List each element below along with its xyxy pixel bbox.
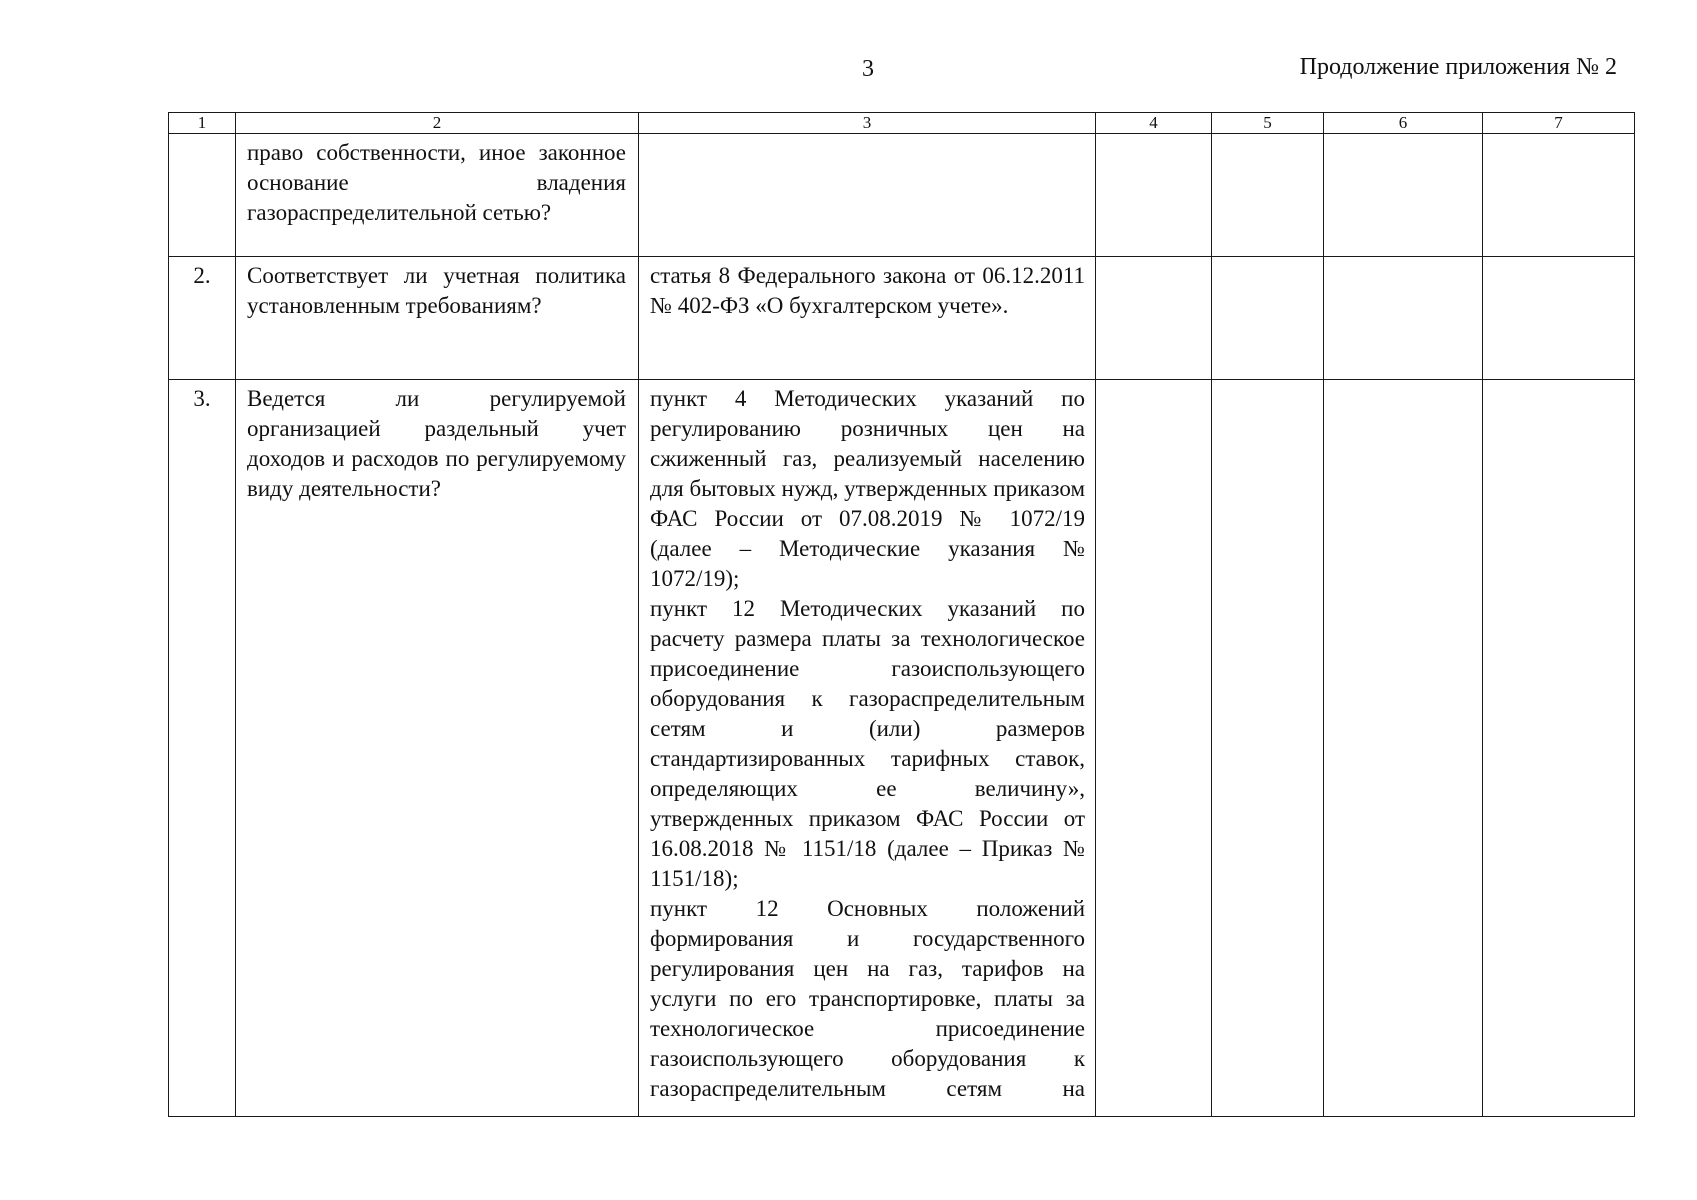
row-number: 3. bbox=[169, 380, 236, 1117]
empty-cell bbox=[1324, 257, 1483, 380]
column-number-header-row bbox=[169, 113, 1635, 134]
empty-cell bbox=[1212, 380, 1324, 1117]
column-header-5: 5 bbox=[1212, 113, 1324, 134]
empty-cell bbox=[1096, 380, 1212, 1117]
empty-cell bbox=[1483, 257, 1635, 380]
legal-reference: пункт 4 Методических указаний по регулированию розничных цен на сжиженный газ, реализуемый населению для бытовых нужд, утвержденных приказом ФАС России от 07.08.2019 № 1072/19 (далее – Методические указания № 1072/19); bbox=[650, 386, 1085, 591]
column-header-2: 2 bbox=[236, 113, 639, 134]
column-header-1: 1 bbox=[169, 113, 236, 134]
empty-cell bbox=[1324, 134, 1483, 257]
column-header-4: 4 bbox=[1096, 113, 1212, 134]
empty-cell bbox=[1212, 134, 1324, 257]
legal-reference: пункт 12 Основных положений формирования и государственного регулирования цен на газ, тарифов на услуги по его транспортировке, платы за технологическое присоединение газоиспользующего оборудования к газораспределительным сетям на bbox=[650, 896, 1085, 1101]
row-number bbox=[169, 134, 236, 257]
row-number: 2. bbox=[169, 257, 236, 380]
reference-cell bbox=[639, 380, 1096, 1117]
question-cell: Соответствует ли учетная политика установленным требованиям? bbox=[236, 257, 639, 380]
appendix-continuation-note: Продолжение приложения № 2 bbox=[1299, 54, 1617, 80]
requirements-table bbox=[168, 112, 1635, 1117]
page-number: 3 bbox=[862, 56, 874, 82]
question-cell: Ведется ли регулируемой организацией раздельный учет доходов и расходов по регулируемому виду деятельности? bbox=[236, 380, 639, 1117]
empty-cell bbox=[1483, 134, 1635, 257]
empty-cell bbox=[1324, 380, 1483, 1117]
empty-cell bbox=[1096, 134, 1212, 257]
empty-cell bbox=[1096, 257, 1212, 380]
empty-cell bbox=[1212, 257, 1324, 380]
table-row bbox=[169, 380, 1635, 1117]
column-header-3: 3 bbox=[639, 113, 1096, 134]
table-row bbox=[169, 134, 1635, 257]
legal-reference: пункт 12 Методических указаний по расчету размера платы за технологическое присоединение газоиспользующего оборудования к газораспределительным сетям и (или) размеров стандартизированных тарифных ставок, определяющих ее величину», утвержденных приказом ФАС России от 16.08.2018 № 1151/18 (далее – Приказ № 1151/18); bbox=[650, 596, 1085, 891]
reference-cell bbox=[639, 257, 1096, 380]
column-header-6: 6 bbox=[1324, 113, 1483, 134]
empty-cell bbox=[1483, 380, 1635, 1117]
question-cell: право собственности, иное законное основание владения газораспределительной сетью? bbox=[236, 134, 639, 257]
legal-reference: статья 8 Федерального закона от 06.12.2011 № 402-ФЗ «О бухгалтерском учете». bbox=[650, 263, 1085, 318]
reference-cell bbox=[639, 134, 1096, 257]
table-row bbox=[169, 257, 1635, 380]
column-header-7: 7 bbox=[1483, 113, 1635, 134]
